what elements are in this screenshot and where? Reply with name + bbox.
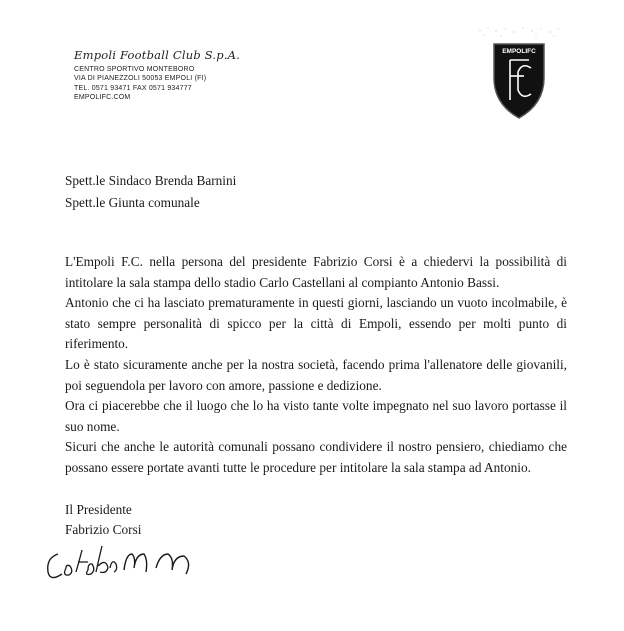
body-paragraph: Lo è stato sicuramente anche per la nostra società, facendo prima l'allenatore delle giovanili, poi seguendola per lavoro con amore, passione e dedizione. (65, 356, 567, 393)
letterhead-address-line: CENTRO SPORTIVO MONTEBORO (74, 66, 195, 73)
handwritten-signature (36, 528, 206, 588)
letter-body (65, 252, 567, 479)
crest-shield (494, 44, 544, 118)
addressee-council: Spett.le Giunta comunale (65, 194, 200, 210)
body-paragraph: Ora ci piacerebbe che il luogo che lo ha visto tante volte impegnato nel suo lavoro portasse il suo nome. (65, 398, 567, 434)
letterhead-phone-line: TEL. 0571 93471 FAX 0571 934777 (74, 84, 192, 92)
closing-name: Fabrizio Corsi (65, 522, 142, 537)
crest-text: EMPOLIFC (502, 48, 536, 55)
letterhead-address-line: VIA DI PIANEZZOLI 50053 EMPOLI (FI) (74, 75, 207, 83)
crest-speckle (479, 28, 558, 37)
club-name: Empoli Football Club S.p.A. (74, 48, 241, 62)
body-paragraph: Antonio che ci ha lasciato prematuramente in questi giorni, lasciando un vuoto incolmabile, è stato sempre personalità di spicco per la città di Empoli, essendo per molti punto di riferimento. (65, 295, 567, 352)
addressee-mayor: Spett.le Sindaco Brenda Barnini (65, 173, 237, 188)
body-paragraph: Sicuri che anche le autorità comunali possano condividere il nostro pensiero, chiediamo che possano essere portate avanti tutte le procedure per intitolare la sala stampa ad Antonio. (65, 439, 567, 475)
body-paragraph: L'Empoli F.C. nella persona del presidente Fabrizio Corsi è a chiedervi la possibilità di intitolare la sala stampa dello stadio Carlo Castellani al compianto Antonio Bassi. (65, 254, 567, 290)
letterhead (74, 48, 240, 102)
letterhead-website: EMPOLIFC.COM (74, 93, 131, 101)
closing-title: Il Presidente (65, 502, 132, 517)
club-crest-icon (474, 26, 564, 122)
addressee-block (65, 170, 236, 213)
